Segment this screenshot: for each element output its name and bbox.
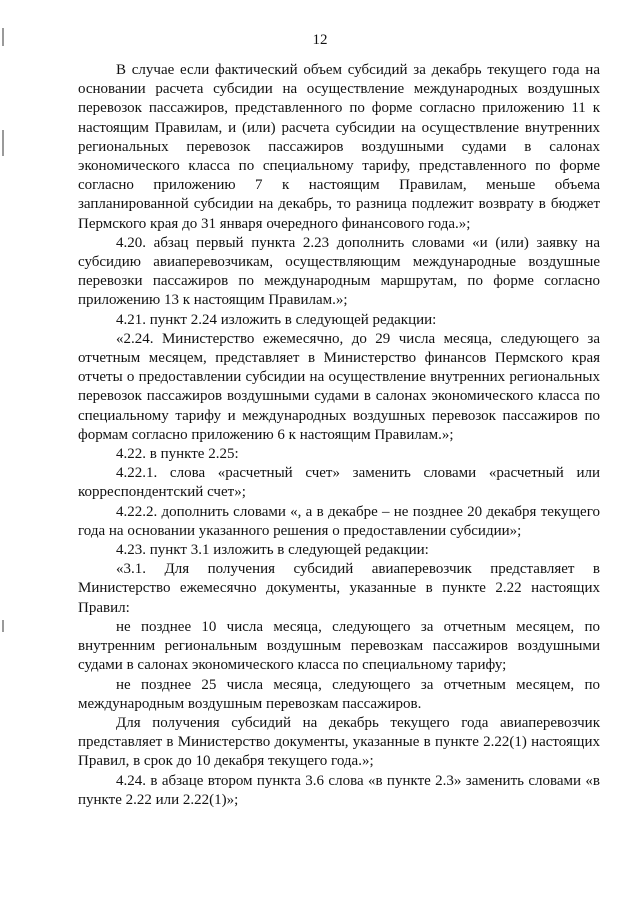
page-number: 12 [312, 32, 328, 48]
document-body [78, 61, 600, 810]
paragraph-december-refund: В случае если фактический объем субсидий за декабрь текущего года на основании расчета субсидии на осуществление международных воздушных перевозок пассажиров, представленного по форме согласно приложению 11 к настоящим Правилам, и (или) расчета субсидии на осуществление внутренних региональных перевозок пассажиров воздушными судами в салонах экономического класса по специальному тарифу, представленного по форме согласно приложению 7 к настоящим Правилам, меньше объема запланированной субсидии на декабрь, то разница подлежит возврату в бюджет Пермского края до 31 января очередного финансового года.»; [78, 62, 600, 232]
paragraph-4-23: 4.23. пункт 3.1 изложить в следующей редакции: [116, 542, 429, 559]
paragraph-2-24-text: «2.24. Министерство ежемесячно, до 29 числа месяца, следующего за отчетным месяцем, представляет в Министерство финансов Пермского края отчеты о предоставлении субсидии на осуществление внутренних региональных перевозок пассажиров воздушными судами в салонах экономического класса по специальному тарифу и международных воздушных перевозок пассажиров по формам согласно приложению 6 к настоящим Правилам.»; [78, 330, 600, 443]
paragraph-4-24: 4.24. в абзаце втором пункта 3.6 слова «в пункте 2.3» заменить словами «в пункте 2.22 или 2.22(1)»; [78, 772, 600, 808]
paragraph-deadline-10: не позднее 10 числа месяца, следующего за отчетным месяцем, по внутренним региональным воздушным перевозкам пассажиров воздушными судами в салонах экономического класса по специальному тарифу; [78, 618, 600, 674]
paragraph-4-22-1: 4.22.1. слова «расчетный счет» заменить словами «расчетный или корреспондентский счет»; [78, 465, 600, 501]
scan-edge-mark [2, 620, 4, 632]
paragraph-4-21: 4.21. пункт 2.24 изложить в следующей редакции: [116, 311, 437, 328]
scan-edge-mark [2, 130, 4, 156]
paragraph-4-22: 4.22. в пункте 2.25: [116, 446, 239, 463]
paragraph-4-20: 4.20. абзац первый пункта 2.23 дополнить словами «и (или) заявку на субсидию авиаперевозчикам, осуществляющим международные воздушные перевозки пассажиров по международным маршрутам, по форме согласно приложению 13 к настоящим Правилам.»; [78, 234, 600, 309]
paragraph-4-22-2: 4.22.2. дополнить словами «, а в декабре – не позднее 20 декабря текущего года на основании указанного решения о предоставлении субсидии»; [78, 503, 600, 539]
paragraph-december-documents: Для получения субсидий на декабрь текущего года авиаперевозчик представляет в Министерство документы, указанные в пункте 2.22(1) настоящих Правил, в срок до 10 декабря текущего года.»; [78, 714, 600, 770]
paragraph-deadline-25: не позднее 25 числа месяца, следующего за отчетным месяцем, по международным воздушным перевозкам пассажиров. [78, 676, 600, 712]
paragraph-3-1-text: «3.1. Для получения субсидий авиаперевозчик представляет в Министерство ежемесячно документы, указанные в пункте 2.22 настоящих Правил: [78, 561, 600, 616]
